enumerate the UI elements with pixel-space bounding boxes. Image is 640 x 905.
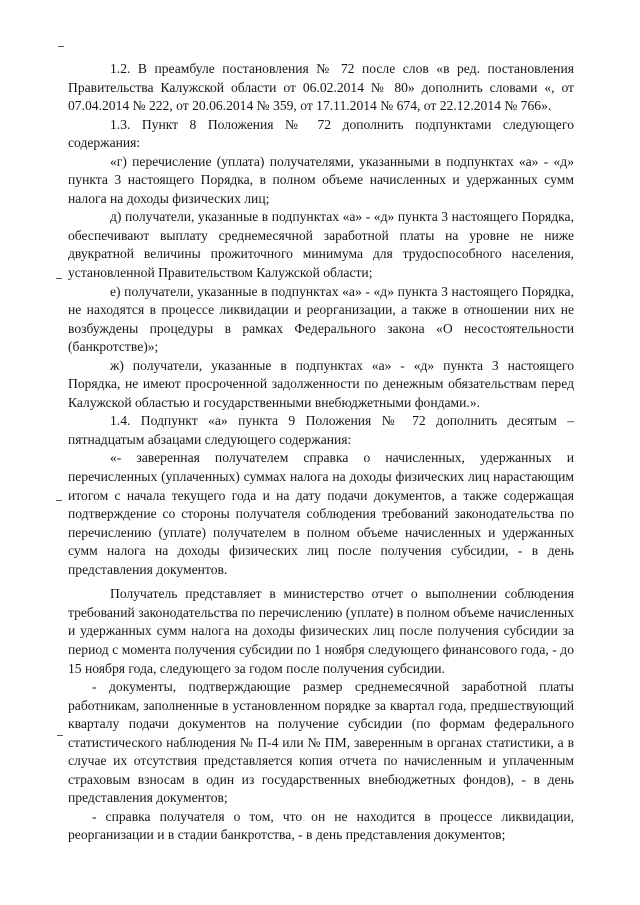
margin-mark (56, 278, 62, 279)
subparagraph-e: е) получатели, указанные в подпунктах «а» - «д» пункта 3 настоящего Порядка, не находятся в процессе ликвидации и реорганизации, а также в отношении них не возбуждены процедуры в рамках Федерального закона «О несостоятельности (банкротстве)»; (68, 283, 574, 355)
subparagraph-zh: ж) получатели, указанные в подпунктах «а» - «д» пункта 3 настоящего Порядка, не имеют просроченной задолженности по денежным обязательствам перед Калужской областью и государственными внебюджетными фондами.». (68, 357, 574, 410)
document-body (68, 60, 574, 845)
liquidation-certificate-item: - справка получателя о том, что он не находится в процессе ликвидации, реорганизации и в стадии банкротства, - в день представления документов; (68, 808, 574, 843)
margin-mark (56, 500, 62, 501)
certificate-item: «- заверенная получателем справка о начисленных, удержанных и перечисленных (уплаченных) суммах налога на доходы физических лиц нарастающим итогом с начала текущего года и на дату подачи документов, а также содержащая подтверждение со стороны получателя соблюдения требований законодательства по перечислению (уплате) получателем в полном объеме начисленных и удержанных сумм налога на доходы физических лиц после получения субсидии, - в день представления документов. (68, 450, 574, 577)
paragraph-1-3: 1.3. Пункт 8 Положения № 72 дополнить подпунктами следующего содержания: (68, 116, 574, 151)
salary-documents-item: - документы, подтверждающие размер среднемесячной заработной платы работникам, заполненные в установленном порядке за квартал года, предшествующий кварталу подачи документов на получение субсидии (по формам федерального статистического наблюдения № П-4 или № ПМ, заверенным в органах статистики, а в случае их отсутствия представляется копия отчета по начисленным и уплаченным страховым взносам в один из государственных внебюджетных фондов), - в день представления документов; (68, 679, 574, 806)
margin-mark (58, 46, 64, 47)
paragraph-1-2: 1.2. В преамбуле постановления № 72 после слов «в ред. постановления Правительства Калужской области от 06.02.2014 № 80» дополнить словами «, от 07.04.2014 № 222, от 20.06.2014 № 359, от 17.11.2014 № 674, от 22.12.2014 № 766». (68, 61, 574, 114)
margin-mark (57, 735, 63, 736)
report-paragraph: Получатель представляет в министерство отчет о выполнении соблюдения требований законодательства по перечислению (уплате) в полном объеме начисленных и удержанных сумм налога на доходы физических лиц после получения субсидии за период с момента получения субсидии по 1 ноября следующего финансового года, - до 15 ноября года, следующего за годом после получения субсидии. (68, 586, 574, 676)
subparagraph-d: д) получатели, указанные в подпунктах «а» - «д» пункта 3 настоящего Порядка, обеспечивают выплату среднемесячной заработной платы на уровне не ниже двукратной величины прожиточного минимума для трудоспособного населения, установленной Правительством Калужской области; (68, 209, 574, 281)
subparagraph-g: «г) перечисление (уплата) получателями, указанными в подпунктах «а» - «д» пункта 3 настоящего Порядка, в полном объеме начисленных и удержанных сумм налога на доходы физических лиц; (68, 153, 574, 206)
paragraph-1-4: 1.4. Подпункт «а» пункта 9 Положения № 72 дополнить десятым – пятнадцатым абзацами следующего содержания: (68, 413, 574, 447)
